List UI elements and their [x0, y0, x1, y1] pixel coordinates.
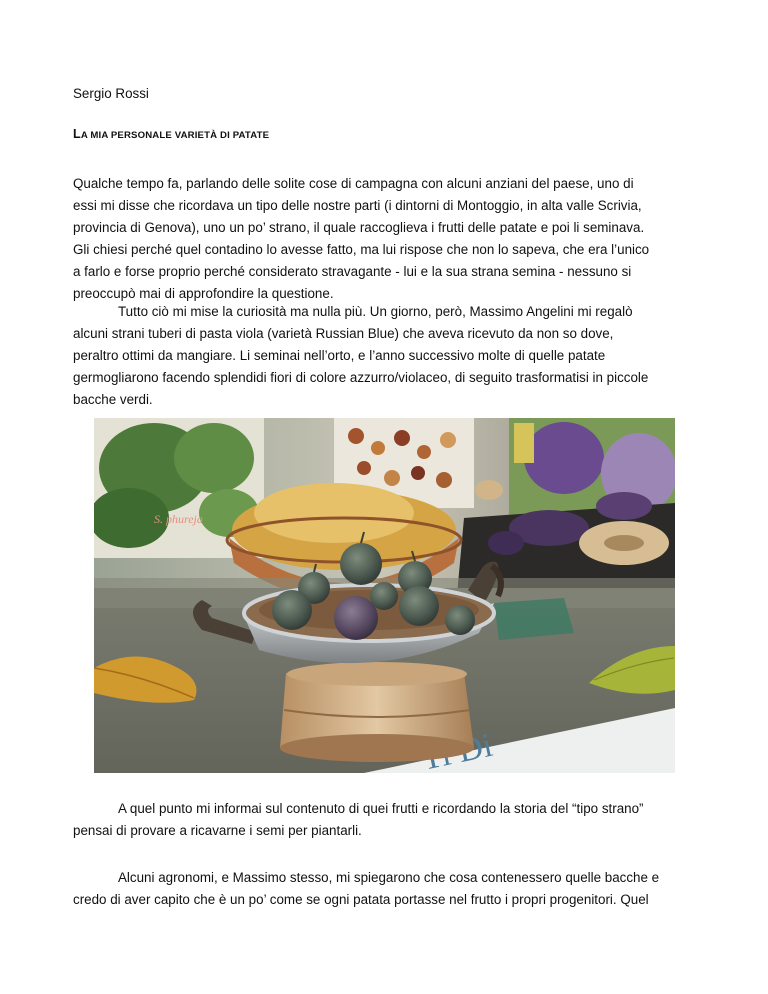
- author-name: Sergio Rossi: [73, 86, 149, 101]
- text-line: Tutto ciò mi mise la curiosità ma nulla più. Un giorno, però, Massimo Angelini mi regalò: [118, 304, 633, 319]
- text-line: preoccupò mai di approfondire la questione.: [73, 286, 334, 301]
- text-line: germogliarono facendo splendidi fiori di colore azzurro/violaceo, di seguito trasformatisi in piccole: [73, 370, 649, 385]
- paragraph-4: [73, 867, 705, 911]
- text-line: peraltro ottimi da mangiare. Li seminai nell’orto, e l’anno successivo molte di quelle patate: [73, 348, 606, 363]
- paragraph-3: [73, 798, 705, 842]
- title-initial: L: [73, 127, 81, 141]
- text-line: provincia di Genova), uno un po’ strano, il quale raccoglieva i frutti delle patate e poi li seminava.: [73, 220, 645, 235]
- text-line: Qualche tempo fa, parlando delle solite cose di campagna con alcuni anziani del paese, uno di: [73, 176, 634, 191]
- text-line: essi mi disse che ricordava un tipo delle nostre parti (i dintorni di Montoggio, in alta valle Scrivia,: [73, 198, 642, 213]
- text-line: alcuni strani tuberi di pasta viola (varietà Russian Blue) che aveva ricevuto da non so dove,: [73, 326, 614, 341]
- card-label: S. phureja: [154, 512, 203, 526]
- text-line: A quel punto mi informai sul contenuto di quei frutti e ricordando la storia del “tipo strano”: [118, 801, 644, 816]
- text-line: Alcuni agronomi, e Massimo stesso, mi spiegarono che cosa contenessero quelle bacche e: [118, 870, 660, 885]
- potato-berries-photo: [94, 418, 675, 773]
- wooden-stand: [280, 662, 474, 762]
- foreground-card-text: Di: [454, 726, 496, 771]
- paragraph-2: [73, 301, 705, 411]
- text-line: a farlo e forse proprio perché considerato stravagante - lui e la sua strana semina - nessuno si: [73, 264, 632, 279]
- text-line: Gli chiesi perché quel contadino lo avesse fatto, ma lui rispose che non lo sapeva, che era l’unico: [73, 242, 650, 257]
- text-line: bacche verdi.: [73, 392, 153, 407]
- document-title: [73, 128, 269, 142]
- paragraph-1: [73, 173, 705, 305]
- text-line: pensai di provare a ricavarne i semi per piantarli.: [73, 823, 362, 838]
- title-text: A MIA PERSONALE VARIETÀ DI PATATE: [80, 130, 270, 141]
- text-line: credo di aver capito che è un po’ come se ogni patata portasse nel frutto i propri progenitori. Quel: [73, 892, 649, 907]
